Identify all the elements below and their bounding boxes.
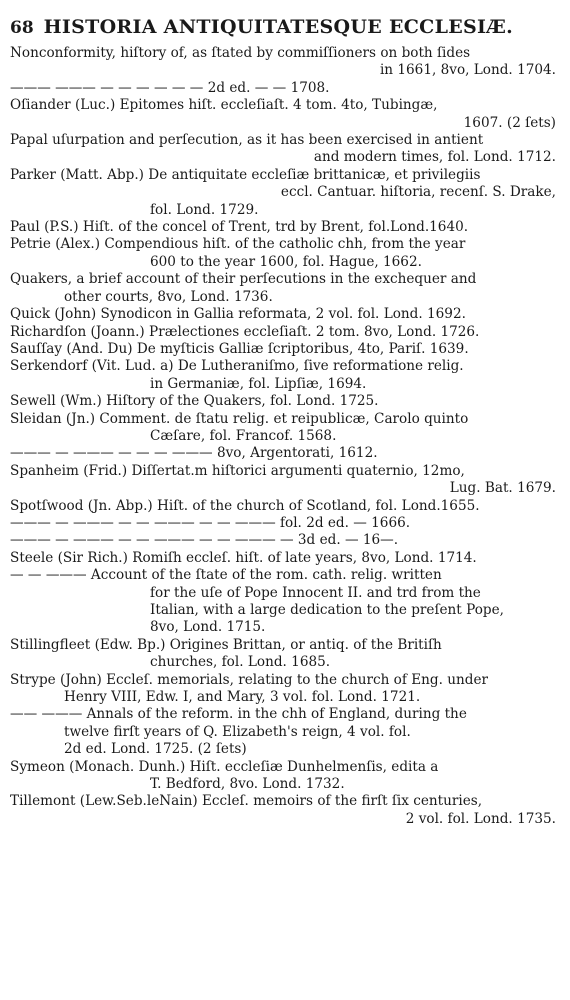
entry-line-continuation: churches, fol. Lond. 1685. [150, 654, 331, 671]
entry-line-first: Quakers, a brief account of their perſecutions in the exchequer and [10, 271, 477, 288]
entry-line-first: Spotſwood (Jn. Abp.) Hiſt. of the church of Scotland, fol. Lond.1655. [10, 497, 480, 514]
entry-line-continuation: Henry VIII, Edw. I, and Mary, 3 vol. fol. Lond. 1721. [64, 689, 421, 706]
bibliography-entry [10, 672, 560, 759]
entry-line-continuation: twelve firſt years of Q. Elizabeth's reign, 4 vol. fol. [64, 723, 411, 740]
bibliography-entry [10, 97, 560, 132]
entry-line-first: Paul (P.S.) Hiſt. of the concel of Trent, trd by Brent, fol.Lond.1640. [10, 219, 469, 236]
entry-line-first: Tillemont (Lew.Seb.leNain) Eccleſ. memoirs of the firſt ſix centuries, [10, 793, 483, 810]
bibliography-entry [10, 463, 560, 498]
entry-line-first: Symeon (Monach. Dunh.) Hiſt. eccleſiæ Dunhelmenſis, edita a [10, 758, 439, 775]
page-header [10, 16, 560, 38]
entry-line-first: Serkendorf (Vit. Lud. a) De Lutheraniſmo, ſive reformatione relig. [10, 358, 464, 375]
entry-line-first: Spanheim (Frid.) Diſſertat.m hiſtorici argumenti quaternio, 12mo, [10, 462, 465, 479]
bibliography-entry [10, 132, 560, 167]
entry-line-continuation: ——— — ——— — — ——— — — ——— — 3d ed. — 16—. [10, 532, 399, 549]
entry-line-continuation: ——— — ——— — — — ——— 8vo, Argentorati, 1612. [10, 445, 378, 462]
entry-line-continuation: for the uſe of Pope Innocent II. and trd from the [150, 584, 481, 601]
bibliography-entry [10, 358, 560, 393]
page-number: 68 [10, 18, 34, 38]
entry-line-first: Strype (John) Eccleſ. memorials, relating to the church of Eng. under [10, 671, 488, 688]
bibliography-entry [10, 550, 560, 637]
bibliography-entry [10, 411, 560, 463]
entry-line-first: Petrie (Alex.) Compendious hiſt. of the catholic chh, from the year [10, 236, 466, 253]
entry-line-first: Sauſſay (And. Du) De myſticis Galliæ ſcriptoribus, 4to, Pariſ. 1639. [10, 340, 469, 357]
bibliography-entry [10, 498, 560, 550]
bibliography-entry [10, 219, 560, 236]
entry-line-continuation: 2d ed. Lond. 1725. (2 ſets) [64, 741, 247, 758]
bibliography-entry [10, 167, 560, 219]
bibliography-entry [10, 341, 560, 358]
entry-line-first: Papal uſurpation and perſecution, as it has been exercised in antient [10, 132, 484, 149]
entry-line-continuation: 8vo, Lond. 1715. [150, 619, 266, 636]
entry-line-first: Quick (John) Synodicon in Gallia reformata, 2 vol. fol. Lond. 1692. [10, 306, 466, 323]
entry-line-continuation: ——— — ——— — — ——— — — ——— fol. 2d ed. — 1666. [10, 514, 411, 531]
entry-line-continuation: —— ——— Annals of the reform. in the chh of England, during the [10, 706, 467, 723]
entry-line-continuation: Cæſare, fol. Francof. 1568. [150, 427, 337, 444]
entry-line-first: Sleidan (Jn.) Comment. de ſtatu relig. et reipublicæ, Carolo quinto [10, 410, 469, 427]
bibliography-entry [10, 236, 560, 271]
entry-line-continuation: in 1661, 8vo, Lond. 1704. [379, 62, 556, 79]
entry-line-continuation: eccl. Cantuar. hiſtoria, recenſ. S. Drake, [280, 184, 556, 201]
bibliography-entry [10, 306, 560, 323]
entry-line-continuation: fol. Lond. 1729. [150, 201, 259, 218]
entry-line-continuation: 1607. (2 ſets) [463, 114, 556, 131]
entry-line-continuation: ——— ——— — — — — — — 2d ed. — — 1708. [10, 79, 330, 96]
entry-line-first: Steele (Sir Rich.) Romiſh eccleſ. hiſt. of late years, 8vo, Lond. 1714. [10, 549, 477, 566]
entry-line-continuation: — — ——— Account of the ſtate of the rom. cath. relig. written [10, 567, 442, 584]
bibliography-entry [10, 271, 560, 306]
entry-line-continuation: in Germaniæ, fol. Lipſiæ, 1694. [150, 375, 367, 392]
bibliography-entry [10, 637, 560, 672]
entry-line-continuation: other courts, 8vo, Lond. 1736. [64, 288, 273, 305]
bibliography-entry [10, 45, 560, 97]
bibliography-entry [10, 324, 560, 341]
entry-line-first: Stillingfleet (Edw. Bp.) Origines Brittan, or antiq. of the Britiſh [10, 636, 442, 653]
entry-line-continuation: 2 vol. fol. Lond. 1735. [405, 810, 556, 827]
entry-line-continuation: 600 to the year 1600, fol. Hague, 1662. [150, 253, 422, 270]
entry-line-continuation: T. Bedford, 8vo. Lond. 1732. [150, 776, 345, 793]
bibliography-entry [10, 793, 560, 828]
entry-line-continuation: Lug. Bat. 1679. [449, 480, 556, 497]
entry-line-first: Oſiander (Luc.) Epitomes hiſt. eccleſiaſt. 4 tom. 4to, Tubingæ, [10, 97, 438, 114]
entry-line-first: Parker (Matt. Abp.) De antiquitate eccleſiæ brittanicæ, et privilegiis [10, 166, 481, 183]
bibliography-entry [10, 393, 560, 410]
entry-line-first: Nonconformity, hiſtory of, as ſtated by commiſſioners on both ſides [10, 45, 471, 61]
bibliography-entries [10, 45, 560, 828]
entry-line-first: Richardſon (Joann.) Prælectiones eccleſiaſt. 2 tom. 8vo, Lond. 1726. [10, 323, 480, 340]
bibliography-entry [10, 759, 560, 794]
entry-line-first: Sewell (Wm.) Hiſtory of the Quakers, fol. Lond. 1725. [10, 393, 379, 410]
running-title: HISTORIA ANTIQUITATESQUE ECCLESIÆ. [43, 16, 514, 38]
entry-line-continuation: Italian, with a large dedication to the preſent Pope, [150, 602, 504, 618]
entry-line-continuation: and modern times, fol. Lond. 1712. [313, 149, 556, 166]
